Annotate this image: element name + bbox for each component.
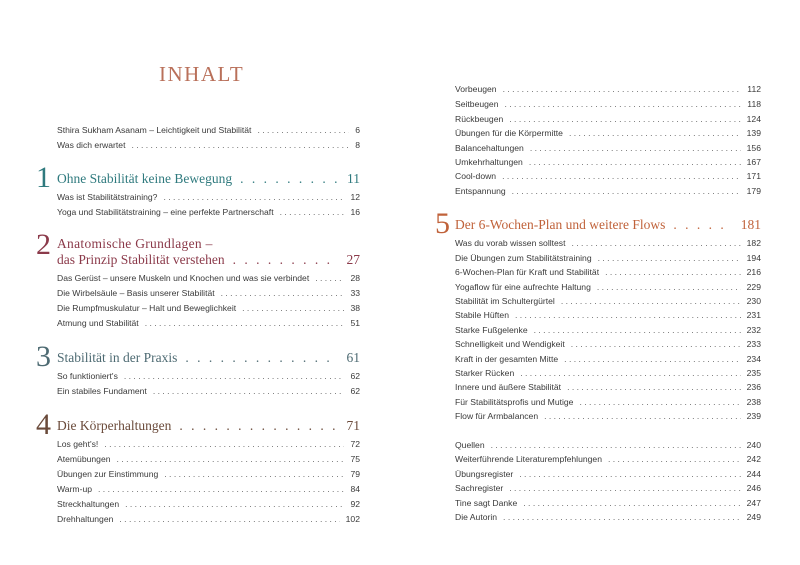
- toc-entry-page: 139: [746, 128, 761, 138]
- toc-entry-page: 156: [746, 143, 761, 153]
- chapter-page: 181: [740, 217, 761, 232]
- chapter-number: 2: [36, 228, 51, 261]
- toc-entry-page: 72: [350, 439, 360, 449]
- chapter-page: 71: [346, 418, 360, 433]
- toc-entry-page: 239: [746, 411, 761, 421]
- toc-entry[interactable]: [455, 266, 761, 279]
- toc-entry-label: Weiterführende Literaturempfehlungen: [455, 454, 602, 464]
- toc-entry-page: 38: [350, 303, 360, 313]
- dot-leader: [221, 287, 345, 300]
- page-title: INHALT: [159, 62, 245, 86]
- chapter-title-line: Anatomische Grundlagen –: [57, 236, 213, 251]
- toc-entry-page: 8: [355, 140, 360, 150]
- toc-entry[interactable]: [455, 410, 761, 423]
- toc-entry[interactable]: [455, 281, 761, 294]
- dot-leader: [530, 142, 741, 155]
- toc-entry[interactable]: [455, 367, 761, 380]
- toc-entry-label: Das Gerüst – unsere Muskeln und Knochen und was sie verbindet: [57, 273, 310, 283]
- toc-entry-page: 236: [746, 382, 761, 392]
- toc-entry[interactable]: [57, 438, 360, 451]
- toc-entry[interactable]: [57, 272, 360, 285]
- toc-entry-page: 171: [746, 171, 761, 181]
- dot-leader: [572, 237, 741, 250]
- dot-leader: [125, 498, 344, 511]
- toc-entry-label: Übungsregister: [455, 469, 514, 479]
- toc-entry[interactable]: [57, 191, 360, 204]
- toc-entry-page: 112: [747, 84, 761, 94]
- toc-entry-page: 235: [746, 368, 761, 378]
- toc-entry-label: Yoga und Stabilitätstraining – eine perfekte Partnerschaft: [57, 207, 274, 217]
- chapter-title: Ohne Stabilität keine Bewegung: [57, 171, 233, 186]
- dot-leader: [529, 156, 741, 169]
- dot-leader: [98, 483, 344, 496]
- toc-entry-page: 28: [350, 273, 360, 283]
- toc-entry[interactable]: [455, 252, 761, 265]
- chapter-title: Die Körperhaltungen: [57, 418, 172, 433]
- toc-entry-label: Was du vorab wissen solltest: [455, 238, 566, 248]
- toc-entry-page: 230: [746, 296, 761, 306]
- toc-entry-page: 244: [746, 469, 761, 479]
- dot-leader: [131, 139, 349, 152]
- toc-entry[interactable]: [455, 113, 761, 126]
- toc-entry[interactable]: [57, 370, 360, 383]
- dot-leader: [605, 266, 741, 279]
- toc-entry-label: Die Wirbelsäule – Basis unserer Stabilität: [57, 288, 215, 298]
- toc-entry-label: Vorbeugen: [455, 84, 497, 94]
- chapter-number: 5: [435, 207, 450, 240]
- toc-entry-page: 234: [746, 354, 761, 364]
- toc-entry[interactable]: [455, 309, 761, 322]
- toc-entry-label: Ein stabiles Fundament: [57, 386, 147, 396]
- toc-entry[interactable]: [455, 127, 761, 140]
- toc-entry[interactable]: [455, 439, 761, 452]
- dot-leader: [608, 453, 741, 466]
- toc-entry-page: 167: [746, 157, 761, 167]
- chapter-heading[interactable]: [455, 217, 761, 233]
- toc-entry-page: 12: [350, 192, 360, 202]
- dot-leader: [505, 98, 742, 111]
- toc-entry-page: 124: [746, 114, 761, 124]
- toc-entry-label: Innere und äußere Stabilität: [455, 382, 562, 392]
- dot-leader: [185, 350, 338, 366]
- chapter-page: 27: [346, 252, 360, 267]
- dot-leader: [523, 497, 740, 510]
- toc-entry[interactable]: [455, 185, 761, 198]
- chapter-title: Der 6-Wochen-Plan und weitere Flows: [455, 217, 666, 232]
- dot-leader: [569, 127, 741, 140]
- toc-entry-page: 233: [746, 339, 761, 349]
- toc-entry-page: 232: [746, 325, 761, 335]
- dot-leader: [117, 453, 345, 466]
- toc-entry-label: Umkehrhaltungen: [455, 157, 523, 167]
- dot-leader: [503, 511, 741, 524]
- toc-entry-page: 62: [350, 386, 360, 396]
- dot-leader: [104, 438, 344, 451]
- toc-entry[interactable]: [455, 142, 761, 155]
- dot-leader: [179, 418, 338, 434]
- toc-entry-label: Die Übungen zum Stabilitätstraining: [455, 253, 592, 263]
- toc-entry-label: Was ist Stabilitätstraining?: [57, 192, 158, 202]
- toc-entry-label: So funktioniert's: [57, 371, 118, 381]
- toc-entry-label: Übungen zur Einstimmung: [57, 469, 159, 479]
- dot-leader: [509, 113, 740, 126]
- toc-entry-page: 62: [350, 371, 360, 381]
- toc-entry-page: 182: [746, 238, 761, 248]
- toc-entry-label: Atemübungen: [57, 454, 111, 464]
- toc-entry-label: Rückbeugen: [455, 114, 504, 124]
- toc-entry-label: Sachregister: [455, 483, 504, 493]
- toc-entry-label: Entspannung: [455, 186, 506, 196]
- toc-entry[interactable]: [57, 206, 360, 219]
- toc-entry-page: 246: [746, 483, 761, 493]
- toc-entry-label: Schnelligkeit und Wendigkeit: [455, 339, 565, 349]
- toc-entry-page: 249: [746, 512, 761, 522]
- toc-entry[interactable]: [455, 237, 761, 250]
- toc-entry[interactable]: [57, 287, 360, 300]
- toc-entry-page: 231: [746, 310, 761, 320]
- dot-leader: [502, 170, 741, 183]
- toc-entry-label: Cool-down: [455, 171, 497, 181]
- toc-entry-page: 240: [746, 440, 761, 450]
- toc-entry-page: 247: [746, 498, 761, 508]
- dot-leader: [280, 206, 345, 219]
- chapter-heading[interactable]: [57, 418, 360, 434]
- dot-leader: [564, 353, 740, 366]
- toc-entry-label: Starke Fußgelenke: [455, 325, 528, 335]
- toc-entry-page: 118: [747, 99, 761, 109]
- chapter-page: 61: [346, 350, 360, 365]
- toc-entry-label: Balancehaltungen: [455, 143, 524, 153]
- toc-entry-label: Los geht's!: [57, 439, 99, 449]
- toc-entry[interactable]: [455, 381, 761, 394]
- toc-entry[interactable]: [455, 324, 761, 337]
- toc-entry-label: Starker Rücken: [455, 368, 515, 378]
- toc-entry-label: 6-Wochen-Plan für Kraft und Stabilität: [455, 267, 600, 277]
- toc-entry[interactable]: [455, 156, 761, 169]
- toc-entry[interactable]: [455, 511, 761, 524]
- toc-entry-label: Yogaflow für eine aufrechte Haltung: [455, 282, 591, 292]
- toc-entry-label: Sthira Sukham Asanam – Leichtigkeit und Stabilität: [57, 125, 252, 135]
- dot-leader: [240, 171, 339, 187]
- dot-leader: [673, 217, 732, 233]
- toc-entry[interactable]: [455, 468, 761, 481]
- dot-leader: [503, 83, 742, 96]
- chapter-page: 11: [347, 171, 360, 186]
- toc-entry[interactable]: [57, 317, 360, 330]
- toc-entry[interactable]: [57, 139, 360, 152]
- toc-entry[interactable]: [455, 83, 761, 96]
- dot-leader: [509, 482, 740, 495]
- toc-entry-label: Tine sagt Danke: [455, 498, 518, 508]
- toc-entry[interactable]: [455, 497, 761, 510]
- toc-entry[interactable]: [57, 302, 360, 315]
- toc-entry-page: 16: [350, 207, 360, 217]
- dot-leader: [520, 367, 740, 380]
- toc-entry[interactable]: [455, 338, 761, 351]
- toc-entry-label: Die Autorin: [455, 512, 498, 522]
- toc-entry-page: 216: [746, 267, 761, 277]
- dot-leader: [163, 191, 344, 204]
- toc-entry[interactable]: [57, 124, 360, 137]
- toc-entry[interactable]: [57, 498, 360, 511]
- toc-entry-page: 229: [746, 282, 761, 292]
- chapter-title: Stabilität in der Praxis: [57, 350, 178, 365]
- toc-entry-label: Übungen für die Körpermitte: [455, 128, 563, 138]
- toc-entry-label: Kraft in der gesamten Mitte: [455, 354, 559, 364]
- toc-entry-page: 92: [350, 499, 360, 509]
- dot-leader: [544, 410, 741, 423]
- dot-leader: [315, 272, 344, 285]
- toc-entry-label: Warm-up: [57, 484, 93, 494]
- dot-leader: [491, 439, 741, 452]
- toc-entry-label: Stabile Hüften: [455, 310, 509, 320]
- dot-leader: [519, 468, 740, 481]
- dot-leader: [164, 468, 344, 481]
- toc-entry-page: 179: [746, 186, 761, 196]
- dot-leader: [233, 252, 339, 268]
- toc-entry-label: Seitbeugen: [455, 99, 499, 109]
- toc-entry-label: Flow für Armbalancen: [455, 411, 539, 421]
- toc-entry-label: Was dich erwartet: [57, 140, 126, 150]
- dot-leader: [561, 295, 741, 308]
- toc-entry[interactable]: [57, 513, 360, 526]
- toc-entry-label: Quellen: [455, 440, 485, 450]
- chapter-number: 3: [36, 340, 51, 373]
- dot-leader: [153, 385, 345, 398]
- toc-entry[interactable]: [455, 453, 761, 466]
- toc-entry[interactable]: [57, 483, 360, 496]
- toc-entry[interactable]: [455, 98, 761, 111]
- dot-leader: [145, 317, 345, 330]
- dot-leader: [257, 124, 349, 137]
- toc-entry[interactable]: [455, 396, 761, 409]
- dot-leader: [512, 185, 741, 198]
- dot-leader: [579, 396, 740, 409]
- dot-leader: [119, 513, 339, 526]
- toc-entry[interactable]: [57, 453, 360, 466]
- toc-entry[interactable]: [455, 170, 761, 183]
- dot-leader: [567, 381, 741, 394]
- toc-entry-page: 33: [350, 288, 360, 298]
- chapter-heading[interactable]: [57, 252, 360, 268]
- chapter-number: 4: [36, 408, 51, 441]
- toc-entry-page: 6: [355, 125, 360, 135]
- chapter-number: 1: [36, 161, 51, 194]
- dot-leader: [515, 309, 741, 322]
- toc-entry-label: Atmung und Stabilität: [57, 318, 139, 328]
- toc-entry-label: Die Rumpfmuskulatur – Halt und Beweglichkeit: [57, 303, 237, 313]
- dot-leader: [571, 338, 741, 351]
- toc-entry[interactable]: [455, 295, 761, 308]
- toc-entry[interactable]: [455, 482, 761, 495]
- toc-entry[interactable]: [57, 385, 360, 398]
- dot-leader: [598, 252, 741, 265]
- toc-entry-page: 75: [350, 454, 360, 464]
- toc-entry[interactable]: [57, 468, 360, 481]
- chapter-title: das Prinzip Stabilität verstehen: [57, 252, 225, 267]
- toc-entry-page: 238: [746, 397, 761, 407]
- toc-entry-label: Drehhaltungen: [57, 514, 114, 524]
- toc-entry-label: Stabilität im Schultergürtel: [455, 296, 555, 306]
- dot-leader: [242, 302, 344, 315]
- toc-entry-page: 242: [746, 454, 761, 464]
- dot-leader: [124, 370, 345, 383]
- chapter-heading[interactable]: [57, 350, 360, 366]
- toc-entry-label: Für Stabilitätsprofis und Mutige: [455, 397, 574, 407]
- toc-entry[interactable]: [455, 353, 761, 366]
- toc-entry-page: 51: [350, 318, 360, 328]
- toc-entry-page: 102: [345, 514, 360, 524]
- toc-entry-page: 84: [350, 484, 360, 494]
- toc-entry-page: 194: [746, 253, 761, 263]
- dot-leader: [597, 281, 741, 294]
- toc-entry-page: 79: [350, 469, 360, 479]
- toc-entry-label: Streckhaltungen: [57, 499, 120, 509]
- chapter-heading[interactable]: [57, 171, 360, 187]
- dot-leader: [534, 324, 741, 337]
